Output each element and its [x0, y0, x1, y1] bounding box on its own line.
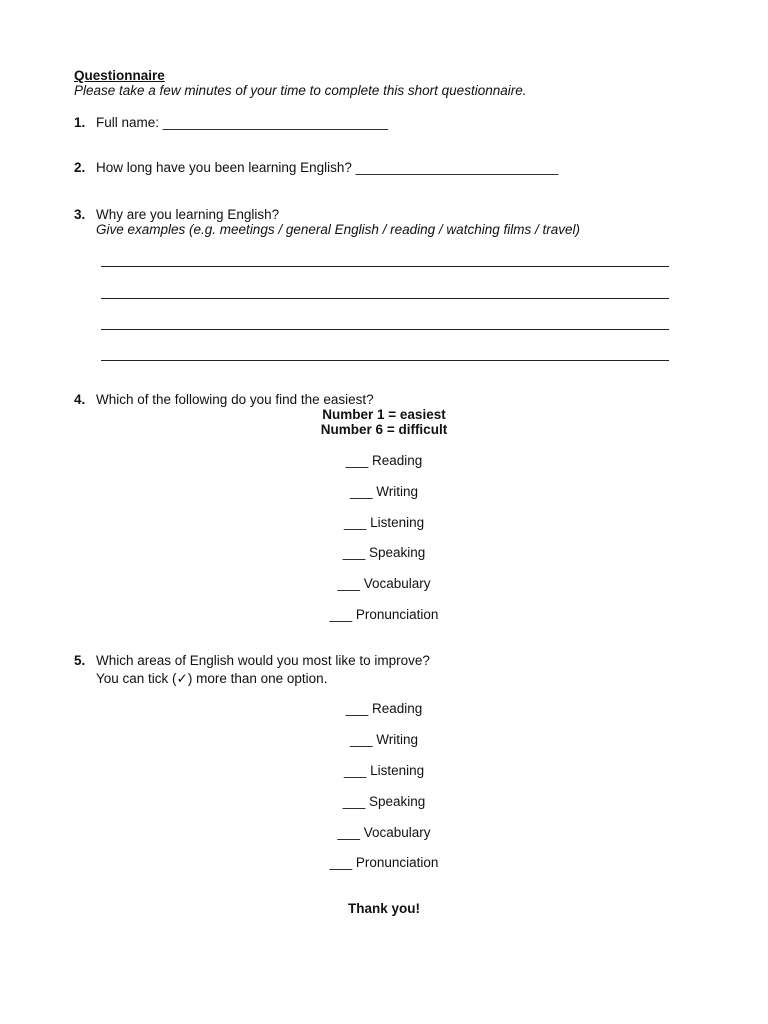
q4-option-speaking[interactable]: ___ Speaking — [342, 545, 426, 560]
q4-option-reading[interactable]: ___ Reading — [345, 453, 423, 468]
q5-option-reading[interactable]: ___ Reading — [345, 701, 423, 716]
q4-option-listening[interactable]: ___ Listening — [343, 515, 425, 530]
q5-option-pronunciation[interactable]: ___ Pronunciation — [329, 855, 439, 870]
q5-option-vocabulary[interactable]: ___ Vocabulary — [337, 825, 431, 840]
question-4-number: 4. — [74, 392, 86, 407]
answer-line-1[interactable] — [101, 266, 669, 267]
answer-line-2[interactable] — [101, 298, 669, 299]
answer-line-3[interactable] — [101, 329, 669, 330]
question-1-full-name-field[interactable]: Full name: ______________________________ — [96, 115, 389, 130]
q4-option-vocabulary[interactable]: ___ Vocabulary — [337, 576, 431, 591]
q5-option-listening[interactable]: ___ Listening — [343, 763, 425, 778]
question-2-duration-field[interactable]: How long have you been learning English? ___________________________ — [96, 160, 559, 175]
question-2-number: 2. — [74, 160, 86, 175]
question-3-text: Why are you learning English? — [96, 207, 280, 222]
question-5-number: 5. — [74, 653, 86, 668]
answer-line-4[interactable] — [101, 360, 669, 361]
question-4-scale-top: Number 1 = easiest — [322, 407, 446, 422]
question-3-number: 3. — [74, 207, 86, 222]
q4-option-pronunciation[interactable]: ___ Pronunciation — [329, 607, 439, 622]
question-3-hint: Give examples (e.g. meetings / general English / reading / watching films / travel) — [96, 222, 580, 237]
q5-option-speaking[interactable]: ___ Speaking — [342, 794, 426, 809]
question-4-scale-bottom: Number 6 = difficult — [320, 422, 448, 437]
document-subtitle: Please take a few minutes of your time to complete this short questionnaire. — [74, 83, 527, 98]
question-5-text: Which areas of English would you most like to improve? — [96, 653, 430, 668]
question-4-text: Which of the following do you find the easiest? — [96, 392, 374, 407]
question-1-number: 1. — [74, 115, 86, 130]
question-5-hint: You can tick (✓) more than one option. — [96, 671, 328, 686]
q5-option-writing[interactable]: ___ Writing — [349, 732, 419, 747]
thank-you-text: Thank you! — [347, 901, 420, 916]
q4-option-writing[interactable]: ___ Writing — [349, 484, 419, 499]
document-title: Questionnaire — [74, 68, 165, 83]
